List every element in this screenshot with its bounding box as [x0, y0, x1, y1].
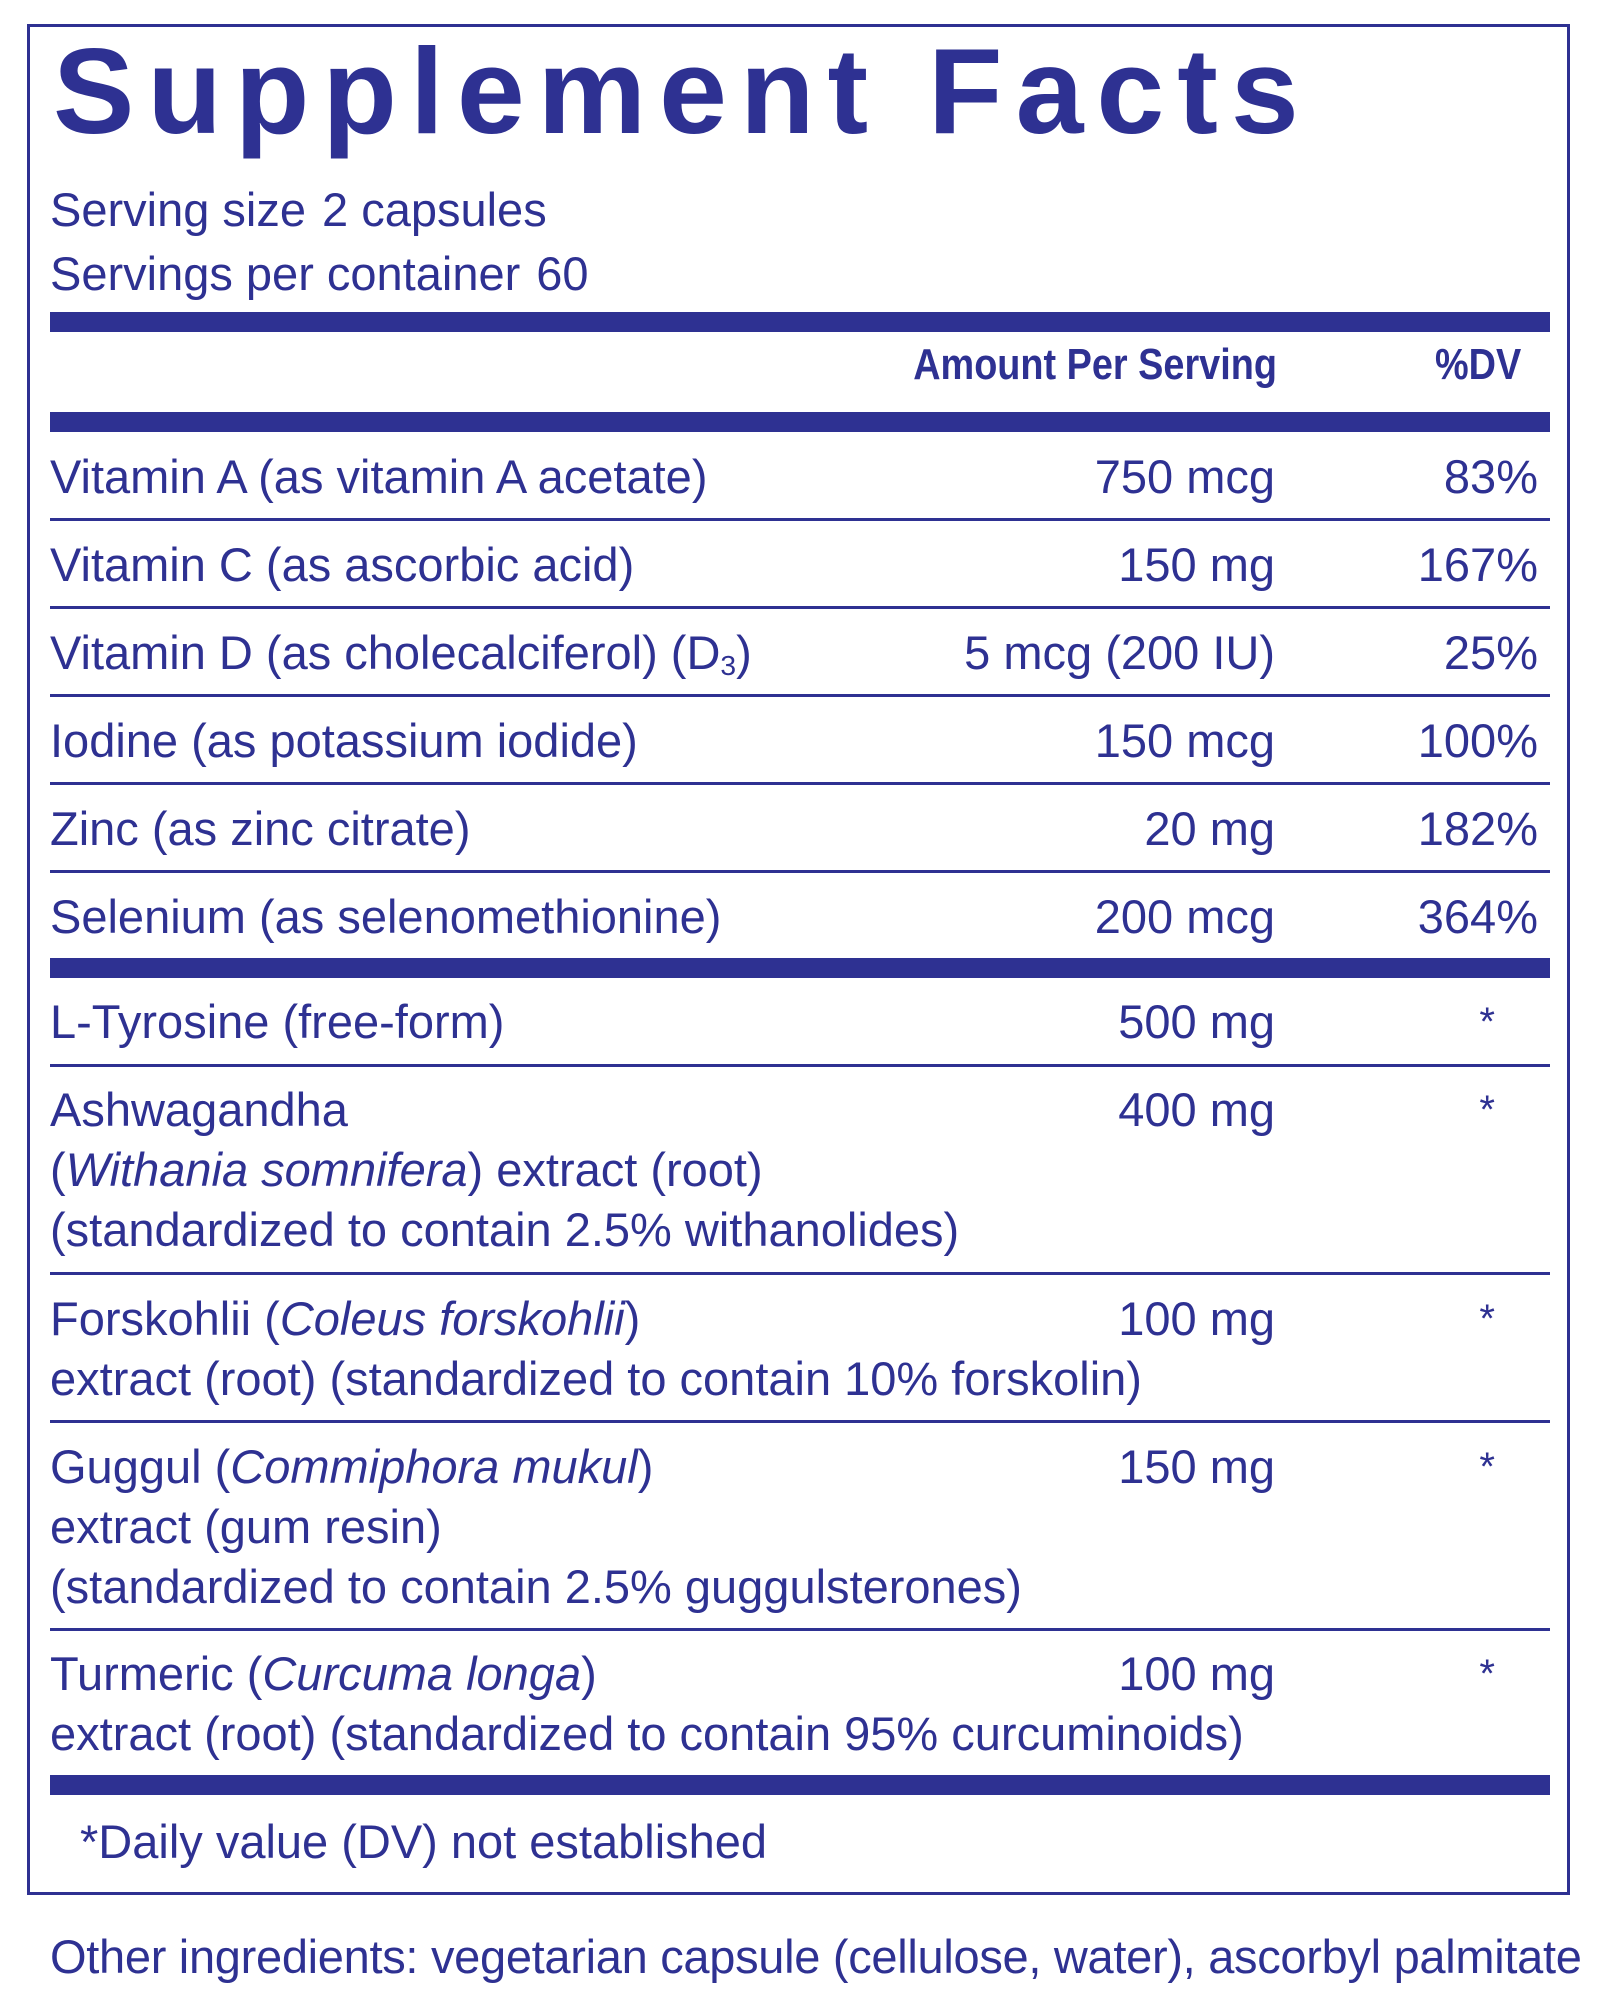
panel-title: Supplement Facts [53, 23, 1312, 159]
ingredient-name-line2-rest: ) extract (root) [467, 1143, 763, 1196]
botanical-name: Curcuma longa [262, 1647, 582, 1700]
ingredient-dv: * [1479, 1297, 1495, 1341]
ingredient-amount: 100 mg [1118, 1292, 1275, 1345]
ingredient-amount: 150 mg [1118, 1440, 1275, 1493]
nutrient-amount: 5 mcg (200 IU) [964, 626, 1275, 679]
ingredient-name: L-Tyrosine (free-form) [50, 995, 505, 1048]
ingredient-name-plain: Forskohlii ( [50, 1292, 280, 1345]
nutrient-name-main: Vitamin D (as cholecalciferol) (D [50, 626, 721, 679]
ingredient-name-line1 [50, 1437, 1022, 1497]
ingredient-name-line1 [50, 1644, 1244, 1704]
row-divider [50, 782, 1550, 785]
nutrient-dv: 83% [1443, 450, 1538, 503]
paren-close: ) [637, 1440, 654, 1493]
botanical-name: Coleus forskohlii [279, 1292, 625, 1345]
row-divider [50, 694, 1550, 697]
nutrient-dv: 182% [1417, 802, 1538, 855]
ingredient-name [50, 1437, 1022, 1617]
paren-open: ( [50, 1143, 66, 1196]
nutrient-amount: 750 mcg [1094, 450, 1275, 503]
thick-divider-header [50, 412, 1550, 432]
ingredient-dv: * [1479, 1088, 1495, 1132]
ingredient-name-line3: (standardized to contain 2.5% guggulsterones) [50, 1560, 1022, 1613]
ingredient-name-line1 [50, 1289, 1142, 1349]
serving-size-label: Serving size [50, 183, 306, 236]
servings-per-container-value: 60 [536, 247, 589, 300]
ingredient-name-line1: Ashwagandha [50, 1083, 348, 1136]
column-header-amount: Amount Per Serving [913, 340, 1277, 389]
nutrient-name [50, 623, 752, 695]
nutrient-name: Vitamin A (as vitamin A acetate) [50, 450, 708, 503]
nutrient-amount: 200 mcg [1094, 890, 1275, 943]
ingredient-name-line3: (standardized to contain 2.5% withanolides) [50, 1203, 960, 1256]
nutrient-amount: 150 mcg [1094, 714, 1275, 767]
ingredient-name [50, 1644, 1244, 1764]
ingredient-amount: 100 mg [1118, 1647, 1275, 1700]
ingredient-amount: 400 mg [1118, 1083, 1275, 1136]
ingredient-name-plain: Guggul ( [50, 1440, 231, 1493]
column-header-dv: %DV [1434, 340, 1521, 389]
paren-close: ) [624, 1292, 641, 1345]
thick-divider-middle [50, 958, 1550, 978]
ingredient-name-line2: extract (gum resin) [50, 1500, 442, 1553]
nutrient-name: Zinc (as zinc citrate) [50, 802, 471, 855]
dv-footnote: *Daily value (DV) not established [80, 1815, 768, 1868]
ingredient-name [50, 1080, 959, 1260]
nutrient-name: Iodine (as potassium iodide) [50, 714, 638, 767]
nutrient-name-close: ) [736, 626, 752, 679]
nutrient-dv: 100% [1417, 714, 1538, 767]
ingredient-dv: * [1479, 1652, 1495, 1696]
servings-per-container-label: Servings per container [50, 247, 521, 300]
row-divider [50, 1272, 1550, 1275]
servings-per-container-line [50, 242, 589, 306]
thick-divider-top [50, 312, 1550, 332]
ingredient-dv: * [1479, 1000, 1495, 1044]
nutrient-name: Selenium (as selenomethionine) [50, 890, 722, 943]
row-divider [50, 1628, 1550, 1631]
ingredient-name-line2: extract (root) (standardized to contain 95% curcuminoids) [50, 1707, 1244, 1760]
ingredient-name-line2: extract (root) (standardized to contain 10% forskolin) [50, 1352, 1142, 1405]
thick-divider-bottom [50, 1775, 1550, 1795]
serving-size-line [50, 178, 589, 242]
nutrient-dv: 167% [1417, 538, 1538, 591]
row-divider [50, 870, 1550, 873]
paren-close: ) [581, 1647, 597, 1700]
nutrient-dv: 364% [1417, 890, 1538, 943]
nutrient-name: Vitamin C (as ascorbic acid) [50, 538, 635, 591]
botanical-name: Withania somnifera [65, 1143, 468, 1196]
nutrient-name-subscript: 3 [720, 649, 737, 681]
row-divider [50, 1064, 1550, 1067]
nutrient-amount: 20 mg [1144, 802, 1275, 855]
nutrient-dv: 25% [1443, 626, 1538, 679]
row-divider [50, 518, 1550, 521]
ingredient-name-plain: Turmeric ( [50, 1647, 263, 1700]
row-divider [50, 1420, 1550, 1423]
row-divider [50, 606, 1550, 609]
ingredient-amount: 500 mg [1118, 995, 1275, 1048]
other-ingredients: Other ingredients: vegetarian capsule (cellulose, water), ascorbyl palmitate [50, 1930, 1582, 1983]
serving-info [50, 178, 589, 306]
ingredient-dv: * [1479, 1445, 1495, 1489]
nutrient-amount: 150 mg [1118, 538, 1275, 591]
botanical-name: Commiphora mukul [230, 1440, 638, 1493]
ingredient-name [50, 1289, 1142, 1409]
serving-size-value: 2 capsules [322, 183, 547, 236]
ingredient-name-line2 [50, 1140, 959, 1200]
